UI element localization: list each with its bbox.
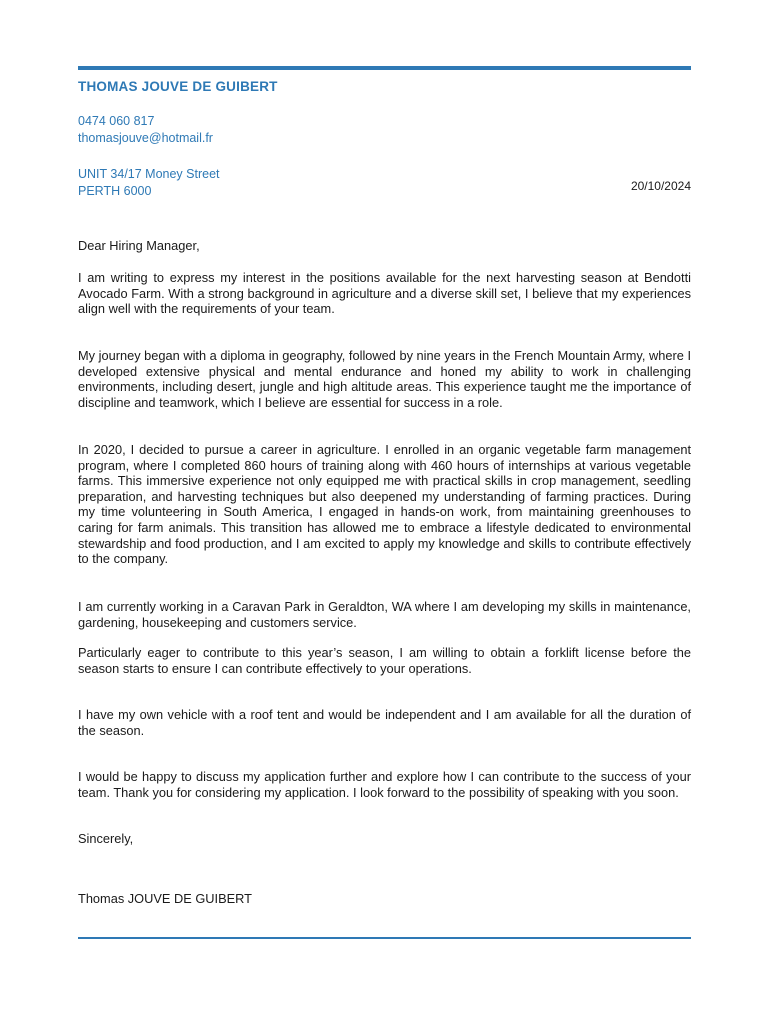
sender-address-line1: UNIT 34/17 Money Street [78,167,220,181]
sender-name: THOMAS JOUVE DE GUIBERT [78,79,278,94]
paragraph-1: I am writing to express my interest in the positions available for the next harvesting season at Bendotti Avocado Farm. With a strong background in agriculture and a diverse skill set, I believe that my experiences align well with the requirements of your team. [78,270,691,317]
paragraph-5: Particularly eager to contribute to this year’s season, I am willing to obtain a forklift license before the season starts to ensure I can contribute effectively to your operations. [78,645,691,676]
sender-phone: 0474 060 817 [78,114,155,128]
closing: Sincerely, [78,831,134,846]
letter-date: 20/10/2024 [630,179,691,193]
cover-letter-page [78,0,691,1024]
paragraph-2: My journey began with a diploma in geography, followed by nine years in the French Mountain Army, where I developed extensive physical and mental endurance and honed my ability to work in challenging environments, including desert, jungle and high altitude areas. This experience taught me the importance of discipline and teamwork, which I believe are essential for success in a role. [78,348,691,410]
paragraph-6: I have my own vehicle with a roof tent and would be independent and I am available for all the duration of the season. [78,707,691,738]
signature-name: Thomas JOUVE DE GUIBERT [78,891,252,906]
salutation: Dear Hiring Manager, [78,238,200,253]
paragraph-4: I am currently working in a Caravan Park in Geraldton, WA where I am developing my skills in maintenance, gardening, housekeeping and customers service. [78,599,691,630]
paragraph-7: I would be happy to discuss my application further and explore how I can contribute to the success of your team. Thank you for considering my application. I look forward to the possibility of speaking with you soon. [78,769,691,800]
paragraph-3: In 2020, I decided to pursue a career in agriculture. I enrolled in an organic vegetable farm management program, where I completed 860 hours of training along with 460 hours of internships at various vegetable farms. This immersive experience not only equipped me with practical skills in crop management, seedling preparation, and harvesting techniques but also deepened my understanding of farming practices. During my time volunteering in South America, I engaged in hands-on work, from maintaining greenhouses to caring for farm animals. This transition has allowed me to embrace a lifestyle dedicated to environmental stewardship and food production, and I am excited to apply my knowledge and skills to contribute effectively to the company. [78,442,691,567]
header-divider [78,66,691,70]
sender-email: thomasjouve@hotmail.fr [78,131,213,145]
footer-divider [78,937,691,939]
sender-address-line2: PERTH 6000 [78,184,152,198]
